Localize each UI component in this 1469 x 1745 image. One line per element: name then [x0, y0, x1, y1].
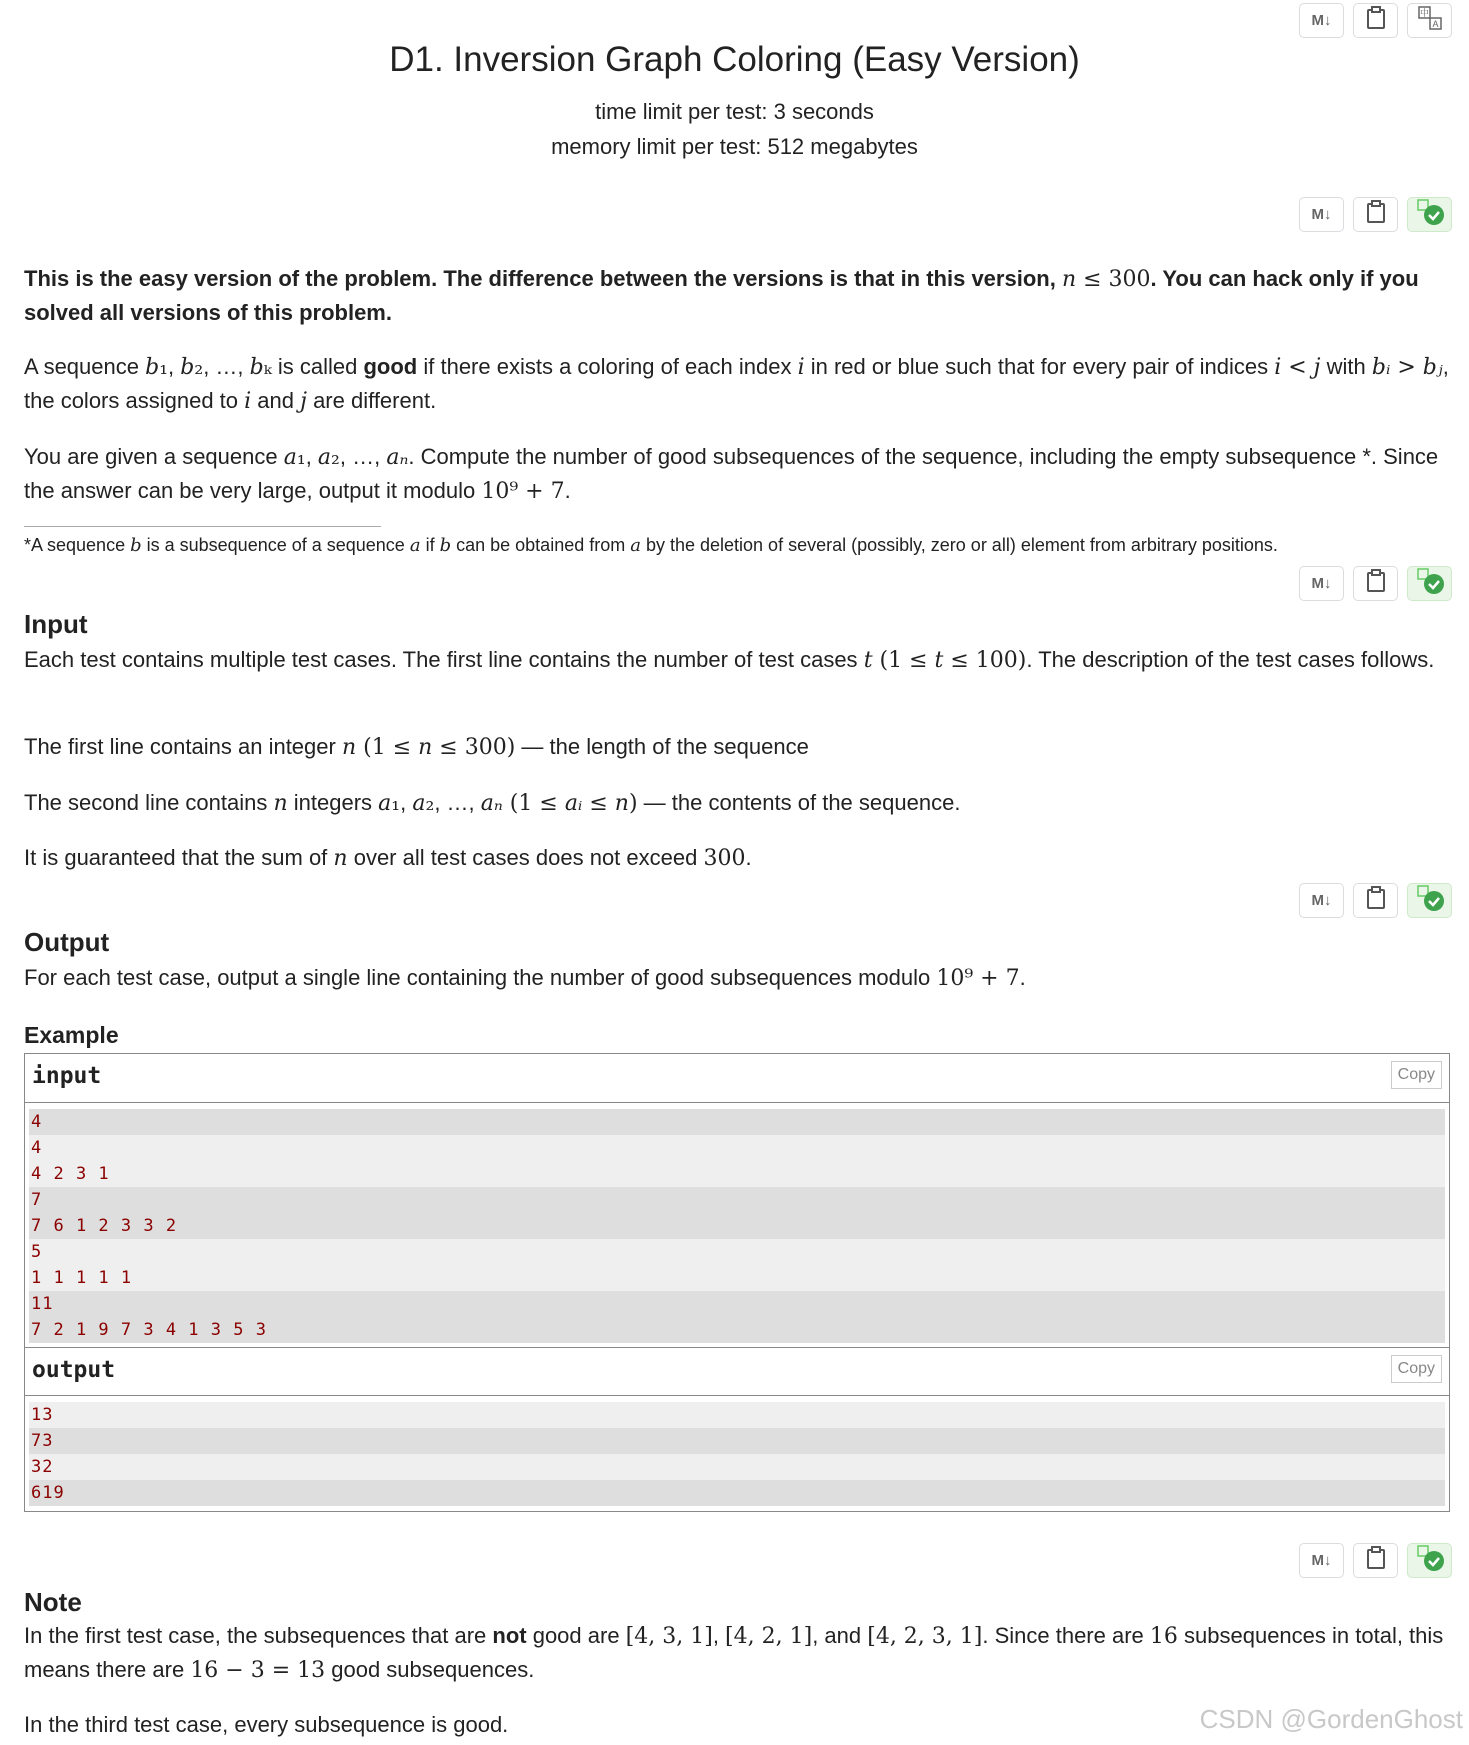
copy-button[interactable] — [1353, 883, 1398, 918]
math-text: n — [614, 791, 629, 816]
svg-text:中: 中 — [1419, 8, 1429, 18]
math-text: a — [630, 535, 641, 556]
text: by the deletion of several (possibly, zero or all) element from arbitrary positions. — [640, 535, 1278, 555]
math-text: 10⁹ + 7 — [481, 479, 565, 504]
clipboard-icon — [1366, 1546, 1386, 1575]
copy-input-button[interactable]: Copy — [1391, 1061, 1442, 1089]
math-text: (1 ≤ — [872, 648, 935, 673]
text: A sequence — [24, 354, 146, 379]
note-p1 — [24, 1619, 1454, 1687]
input-line: 4 — [29, 1135, 1445, 1161]
math-text: ≤ — [582, 791, 615, 816]
translate-check-icon — [1415, 198, 1445, 231]
input-line: 7 — [29, 1187, 1445, 1213]
text: In the first test case, the subsequences that are — [24, 1623, 493, 1648]
math-text: 300 — [703, 846, 746, 871]
math-text: bᵢ — [1371, 355, 1391, 380]
text: and — [251, 388, 301, 413]
markdown-button[interactable] — [1299, 1543, 1344, 1578]
clipboard-icon — [1366, 200, 1386, 229]
math-text: (1 ≤ — [502, 791, 565, 816]
text: The first line contains an integer — [24, 734, 342, 759]
footnote — [24, 529, 1454, 562]
math-text: 16 − 3 = 13 — [190, 1658, 326, 1683]
markdown-button[interactable] — [1299, 3, 1344, 38]
problem-title: D1. Inversion Graph Coloring (Easy Version) — [389, 40, 1080, 79]
toolbar-top — [1299, 3, 1452, 38]
math-text: aₙ — [386, 445, 409, 470]
text: , — [305, 444, 318, 469]
bold-text: not — [492, 1623, 527, 1648]
math-text: n — [333, 846, 348, 871]
input-line: 7 2 1 9 7 3 4 1 3 5 3 — [29, 1317, 1445, 1343]
translate-icon — [1417, 5, 1443, 36]
math-text: j — [1313, 355, 1321, 380]
math-text: j — [300, 389, 307, 414]
input-p2 — [24, 730, 1454, 764]
text: . — [745, 845, 752, 870]
text: , …, — [339, 444, 387, 469]
copy-button[interactable] — [1353, 197, 1398, 232]
math-text: a — [378, 791, 392, 816]
statement-definition — [24, 350, 1454, 418]
output-heading: Output — [24, 927, 110, 957]
text: , — [712, 1623, 726, 1648]
math-text: n — [341, 735, 357, 760]
text: , — [400, 790, 413, 815]
math-text: b — [439, 535, 452, 556]
example-output-box — [24, 1347, 1450, 1512]
math-text: ₖ — [263, 355, 272, 380]
math-text: b — [249, 355, 264, 380]
markdown-icon: M↓ — [1311, 1552, 1332, 1569]
math-text: (1 ≤ — [356, 735, 419, 760]
text: with — [1320, 354, 1372, 379]
text: is a subsequence of a sequence — [141, 535, 410, 555]
math-text: aᵢ — [564, 791, 583, 816]
translate-check-icon — [1415, 567, 1445, 600]
math-text: ₂ — [194, 355, 204, 380]
markdown-icon: M↓ — [1311, 575, 1332, 592]
text: For each test case, output a single line containing the number of good subsequences modulo — [24, 965, 937, 990]
math-text: ₂ — [331, 445, 340, 470]
text: . — [564, 478, 571, 503]
text: good subsequences. — [325, 1657, 535, 1682]
output-line: 13 — [29, 1402, 1445, 1428]
math-text: < — [1281, 355, 1314, 380]
math-text: a — [283, 445, 297, 470]
markdown-icon: M↓ — [1311, 892, 1332, 909]
math-text: a — [409, 535, 421, 556]
statement-easy-note — [24, 262, 1454, 329]
text: subsequences in total, this means there are — [24, 1623, 1444, 1682]
math-text: i — [1274, 355, 1282, 380]
toolbar-output — [1299, 883, 1452, 918]
text: . Compute the number of good subsequences of the sequence, including the empty subsequence *. Since the answer can be very large, output it modulo — [24, 444, 1439, 503]
watermark: CSDN @GordenGhost — [1199, 1704, 1463, 1734]
math-text: ₁ — [296, 445, 306, 470]
input-line: 4 — [29, 1109, 1445, 1135]
text: — the length of the sequence — [515, 734, 809, 759]
output-lines — [25, 1396, 1449, 1511]
math-text: i — [244, 389, 252, 414]
math-text: b — [130, 535, 142, 556]
math-text: ≤ 100) — [943, 648, 1027, 673]
math-text: a — [412, 791, 426, 816]
translate-done-button[interactable] — [1407, 566, 1452, 601]
input-heading: Input — [24, 609, 88, 639]
math-text: i — [797, 355, 805, 380]
toolbar-input — [1299, 566, 1452, 601]
math-text: ≤ 300 — [1076, 267, 1151, 292]
input-line: 11 — [29, 1291, 1445, 1317]
copy-button[interactable] — [1353, 1543, 1398, 1578]
text: — the contents of the sequence. — [637, 790, 961, 815]
math-text: ₁ — [391, 791, 401, 816]
text: if there exists a coloring of each index — [417, 354, 798, 379]
input-line: 7 6 1 2 3 3 2 — [29, 1213, 1445, 1239]
clipboard-icon — [1366, 6, 1386, 35]
footnote-divider — [24, 526, 381, 527]
markdown-button[interactable] — [1299, 883, 1344, 918]
math-text: a — [317, 445, 332, 470]
input-p1 — [24, 643, 1454, 677]
bold-text: . You can hack only if you solved all versions of this problem. — [24, 266, 1419, 325]
text: , — [168, 354, 181, 379]
output-label: output — [32, 1357, 116, 1383]
math-text: [4, 2, 3, 1] — [867, 1624, 983, 1649]
output-line: 32 — [29, 1454, 1445, 1480]
math-text: ₂ — [425, 791, 435, 816]
math-text: aₙ — [480, 791, 503, 816]
math-text: t — [934, 648, 944, 673]
markdown-icon: M↓ — [1311, 12, 1332, 29]
clipboard-icon — [1366, 886, 1386, 915]
copy-button[interactable] — [1353, 3, 1398, 38]
translate-button[interactable] — [1407, 3, 1452, 38]
text: are different. — [306, 388, 437, 413]
input-label: input — [32, 1063, 102, 1089]
translate-check-icon — [1415, 884, 1445, 917]
translate-check-icon — [1415, 1544, 1445, 1577]
math-text: bⱼ — [1422, 355, 1443, 380]
math-text: n — [1061, 267, 1077, 292]
memory-limit: memory limit per test: 512 megabytes — [551, 134, 918, 159]
text: *A sequence — [24, 535, 131, 555]
text: , …, — [203, 354, 250, 379]
math-text: n — [418, 735, 433, 760]
text: You are given a sequence — [24, 444, 284, 469]
copy-output-button[interactable]: Copy — [1391, 1355, 1442, 1383]
text: over all test cases does not exceed — [347, 845, 704, 870]
translate-done-button[interactable] — [1407, 883, 1452, 918]
clipboard-icon — [1366, 569, 1386, 598]
math-text: [4, 2, 1] — [725, 1624, 813, 1649]
bold-text: This is the easy version of the problem. The difference between the versions is that in this version, — [24, 266, 1062, 291]
text: if — [420, 535, 440, 555]
text: It is guaranteed that the sum of — [24, 845, 334, 870]
text: . — [1019, 965, 1026, 990]
text: good are — [526, 1623, 626, 1648]
math-text: b — [145, 355, 160, 380]
example-input-box — [24, 1053, 1450, 1349]
math-text: 10⁹ + 7 — [936, 966, 1020, 991]
note-heading: Note — [24, 1587, 82, 1617]
math-text: ≤ 300) — [432, 735, 516, 760]
input-p3 — [24, 786, 1454, 820]
text: can be obtained from — [451, 535, 631, 555]
text: , the colors assigned to — [24, 354, 1449, 413]
math-text: t — [863, 648, 873, 673]
statement-task — [24, 440, 1454, 508]
text: Each test contains multiple test cases. The first line contains the number of test cases — [24, 647, 864, 672]
toolbar-note — [1299, 1543, 1452, 1578]
input-lines — [25, 1103, 1449, 1348]
input-line: 4 2 3 1 — [29, 1161, 1445, 1187]
text: integers — [287, 790, 379, 815]
text: , …, — [434, 790, 481, 815]
time-limit: time limit per test: 3 seconds — [595, 99, 874, 124]
output-line: 73 — [29, 1428, 1445, 1454]
markdown-button[interactable] — [1299, 566, 1344, 601]
example-heading: Example — [24, 1022, 119, 1048]
output-line: 619 — [29, 1480, 1445, 1506]
math-text: ₁ — [159, 355, 169, 380]
text: , and — [812, 1623, 868, 1648]
text: . The description of the test cases follows. — [1026, 647, 1435, 672]
input-line: 5 — [29, 1239, 1445, 1265]
svg-text:A: A — [1431, 19, 1439, 29]
text: The second line contains — [24, 790, 274, 815]
input-line: 1 1 1 1 1 — [29, 1265, 1445, 1291]
math-text: > — [1390, 355, 1423, 380]
math-text: [4, 3, 1] — [625, 1624, 713, 1649]
math-text: ) — [628, 791, 638, 816]
output-p1 — [24, 961, 1454, 995]
text: In the third test case, every subsequence is good. — [24, 1712, 509, 1737]
markdown-button[interactable] — [1299, 197, 1344, 232]
text: . Since there are — [982, 1623, 1150, 1648]
bold-text: good — [363, 354, 418, 379]
toolbar-statement — [1299, 197, 1452, 232]
translate-done-button[interactable] — [1407, 197, 1452, 232]
math-text: n — [273, 791, 288, 816]
math-text: b — [180, 355, 195, 380]
math-text: 16 — [1149, 1624, 1178, 1649]
copy-button[interactable] — [1353, 566, 1398, 601]
translate-done-button[interactable] — [1407, 1543, 1452, 1578]
markdown-icon: M↓ — [1311, 206, 1332, 223]
input-p4 — [24, 841, 1454, 875]
text: in red or blue such that for every pair of indices — [804, 354, 1275, 379]
text: is called — [271, 354, 364, 379]
